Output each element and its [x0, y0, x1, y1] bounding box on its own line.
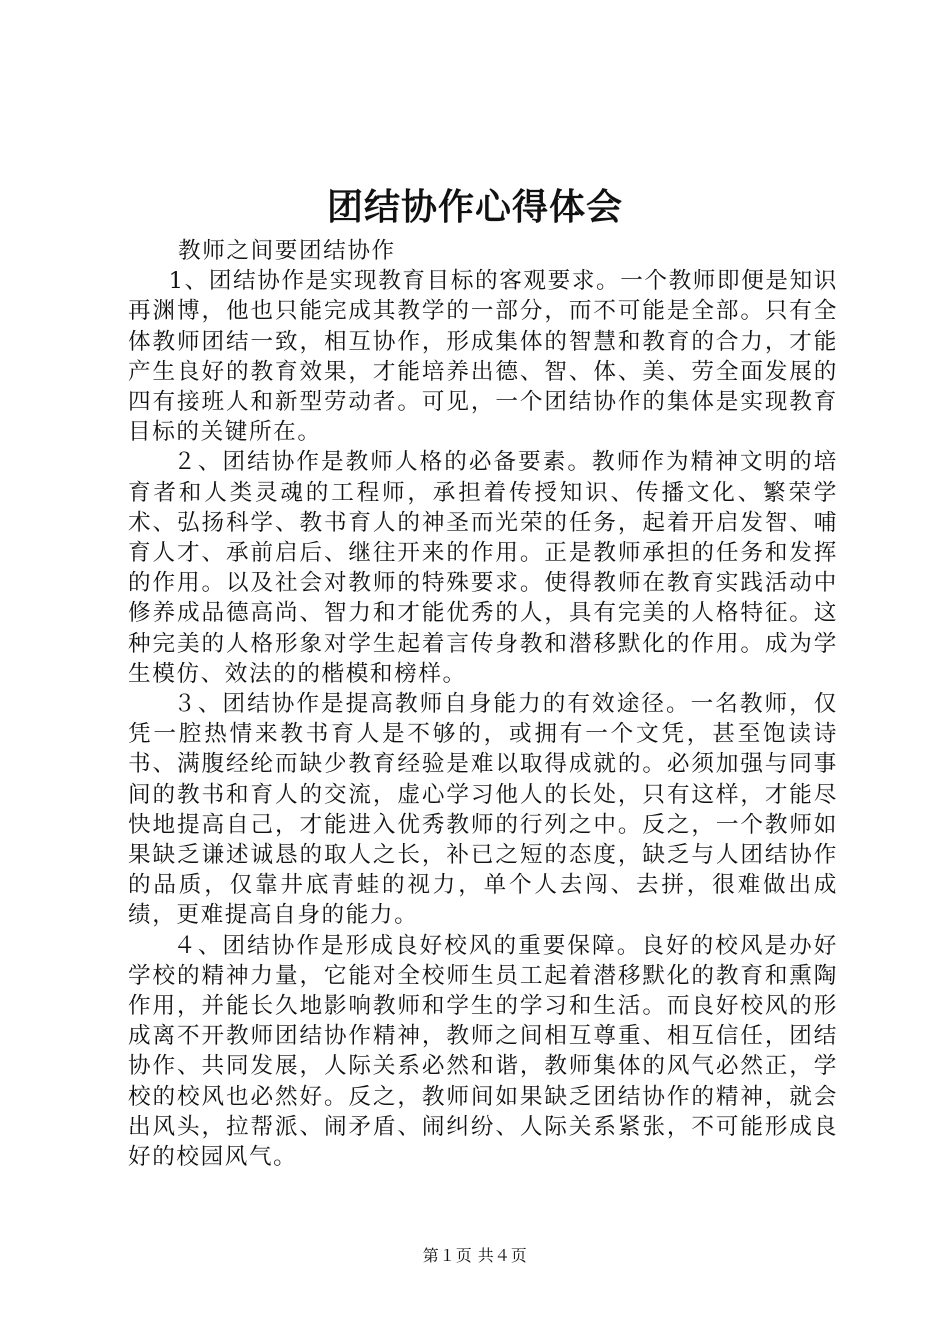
paragraph-2: ２、团结协作是教师人格的必备要素。教师作为精神文明的培育者和人类灵魂的工程师，承担着传授知识、传播文化、繁荣学术、弘扬科学、教书育人的神圣而光荣的任务，起着开启发智、哺育人才、承前启后、继往开来的作用。正是教师承担的任务和发挥的作用。以及社会对教师的特殊要求。使得教师在教育实践活动中修养成品德高尚、智力和才能优秀的人，具有完美的人格特征。这种完美的人格形象对学生起着言传身教和潜移默化的作用。成为学生模仿、效法的的楷模和榜样。: [128, 449, 838, 687]
paragraph-4: ４、团结协作是形成良好校风的重要保障。良好的校风是办好学校的精神力量，它能对全校师生员工起着潜移默化的教育和熏陶作用，并能长久地影响教师和学生的学习和生活。而良好校风的形成离不开教师团结协作精神，教师之间相互尊重、相互信任，团结协作、共同发展，人际关系必然和谐，教师集体的风气必然正，学校的校风也必然好。反之，教师间如果缺乏团结协作的精神，就会出风头，拉帮派、闹矛盾、闹纠纷、人际关系紧张，不可能形成良好的校园风气。: [128, 932, 838, 1171]
page-number-footer: 第１页 共４页: [422, 1246, 528, 1265]
document-body: [128, 236, 838, 1172]
paragraph-1: 1、团结协作是实现教育目标的客观要求。一个教师即便是知识再渊博，他也只能完成其教学的一部分，而不可能是全部。只有全体教师团结一致，相互协作，形成集体的智慧和教育的合力，才能产生良好的教育效果，才能培养出德、智、体、美、劳全面发展的四有接班人和新型劳动者。可见，一个团结协作的集体是实现教育目标的关键所在。: [128, 268, 838, 446]
section-subheading: 教师之间要团结协作: [178, 238, 396, 264]
paragraph-3: ３、团结协作是提高教师自身能力的有效途径。一名教师，仅凭一腔热情来教书育人是不够的，或拥有一个文凭，甚至饱读诗书、满腹经纶而缺少教育经验是难以取得成就的。必须加强与同事间的教书和育人的交流，虚心学习他人的长处，只有这样，才能尽快地提高自己，才能进入优秀教师的行列之中。反之，一个教师如果缺乏谦述诚恳的取人之长，补已之短的态度，缺乏与人团结协作的品质，仅靠井底青蛙的视力，单个人去闯、去拼，很难做出成绩，更难提高自身的能力。: [128, 691, 838, 929]
document-title: 团结协作心得体会: [326, 186, 623, 228]
